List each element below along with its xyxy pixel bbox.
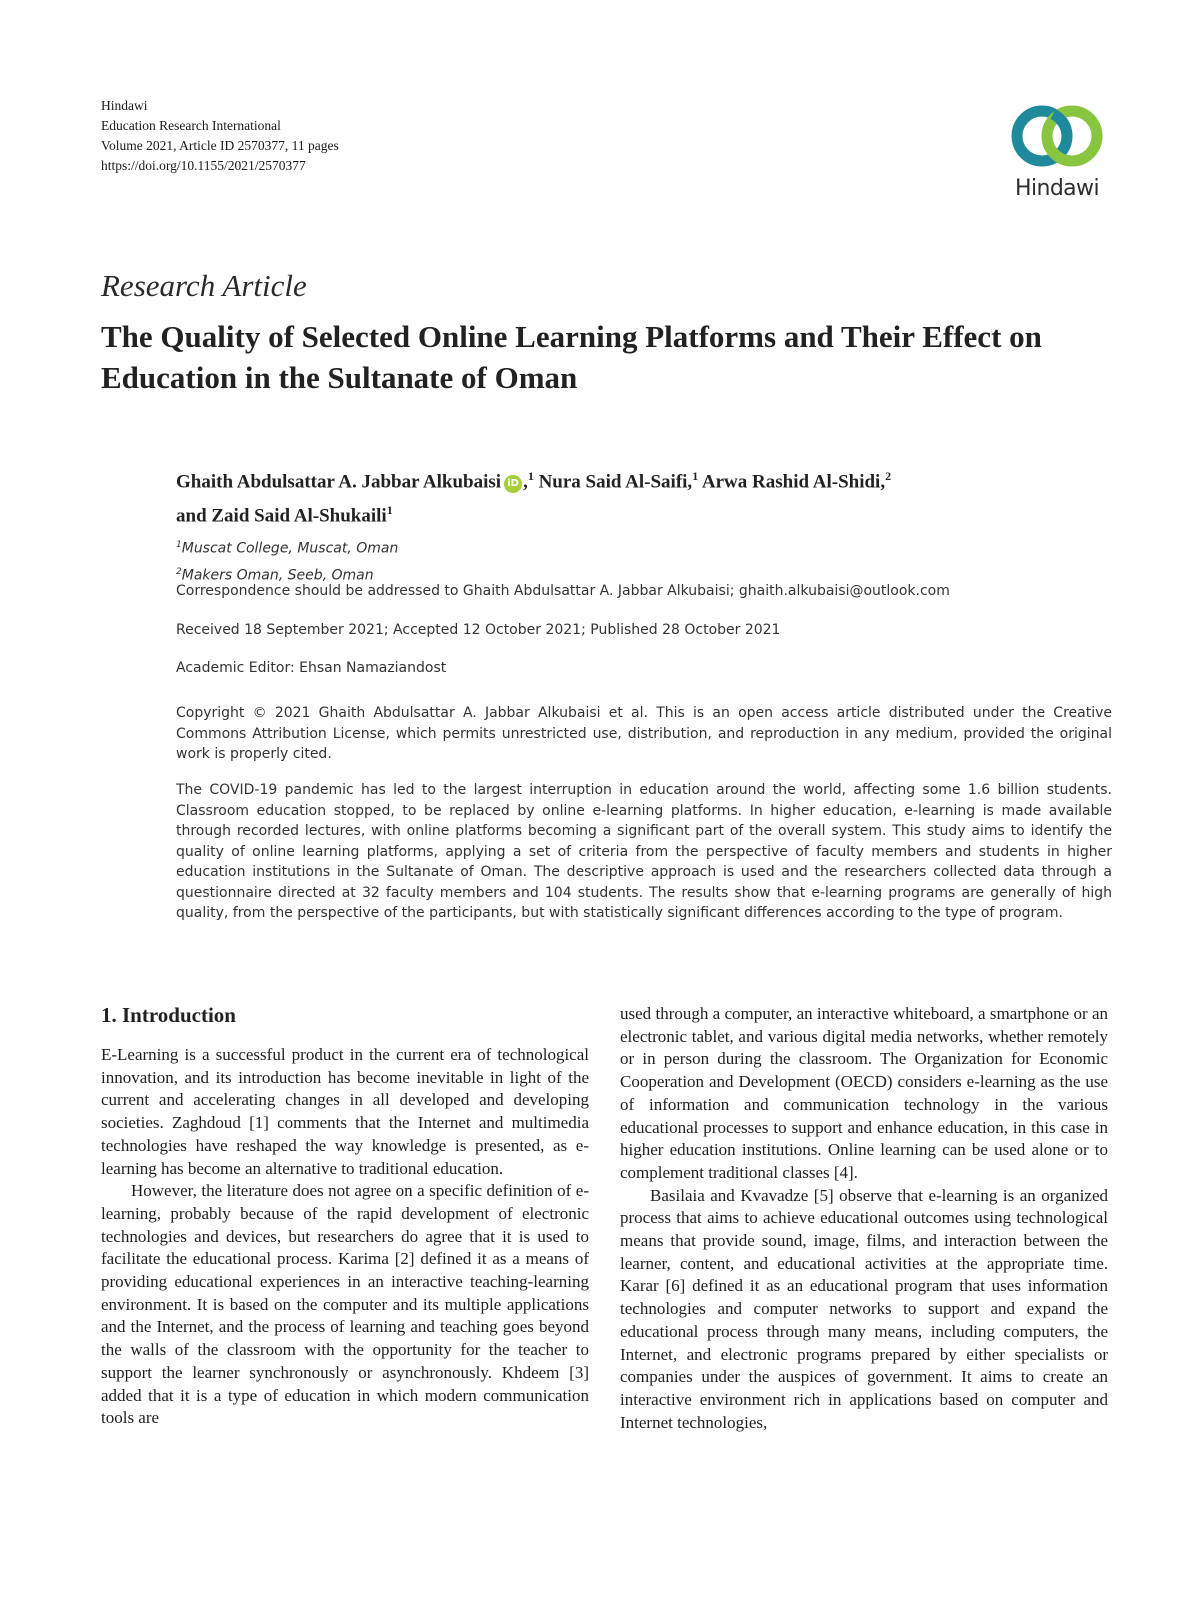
- affiliation-list: [176, 534, 398, 587]
- affiliation-item: $^1$Muscat College, Muscat, Oman: [176, 540, 399, 557]
- article-title: The Quality of Selected Online Learning Platforms and Their Effect on Education in the Sultanate of Oman: [101, 319, 1042, 395]
- journal-info: [101, 96, 339, 176]
- journal-name: Education Research International: [101, 118, 281, 133]
- abstract: The COVID-19 pandemic has led to the largest interruption in education around the world, affecting some 1.6 billion students. Classroom education stopped, to be replaced by online e-learning platforms. In higher education, e-learning is made available through recorded lectures, with online platforms becoming a significant part of the overall system. This study aims to identify the quality of online learning platforms, applying a set of criteria from the perspective of faculty members and students in higher education institutions in the Sultanate of Oman. The descriptive approach is used and the researchers collected data through a questionnaire directed at 32 faculty members and 104 students. The results show that e-learning programs are generally of high quality, from the perspective of the participants, but with statistically significant differences according to the type of program.: [176, 782, 1112, 921]
- hindawi-logo: [1004, 100, 1110, 204]
- affiliation-marker: 1: [527, 469, 534, 483]
- body-paragraph: E-Learning is a successful product in the current era of technological innovation, and its introduction has become inevitable in light of the current and accelerating changes in all developed and developing societies. Zaghdoud [1] comments that the Internet and multimedia technologies have reshaped the way knowledge is presented, as e-learning has become an alternative to traditional education.: [101, 1045, 589, 1178]
- publication-dates: Received 18 September 2021; Accepted 12 October 2021; Published 28 October 2021: [176, 622, 781, 638]
- body-paragraph: However, the literature does not agree on a specific definition of e-learning, probably because of the rapid development of electronic technologies and devices, but researchers do agree that it is used to facilitate the educational process. Karima [2] defined it as a means of providing educational experiences in an interactive teaching-learning environment. It is based on the computer and its multiple applications and the Internet, and the process of learning and teaching goes beyond the walls of the classroom with the opportunity for the teacher to support the learner synchronously or asynchronously. Khdeem [3] added that it is a type of education in which modern communication tools are: [101, 1181, 589, 1428]
- section-heading: 1. Introduction: [101, 1003, 236, 1027]
- author-name[interactable]: Arwa Rashid Al-Shidi,: [701, 471, 886, 493]
- logo-wordmark: Hindawi: [1015, 176, 1099, 201]
- author-name[interactable]: and Zaid Said Al-Shukaili: [176, 505, 387, 527]
- publisher-name: Hindawi: [101, 98, 148, 113]
- body-paragraph: Basilaia and Kvavadze [5] observe that e-learning is an organized process that aims to achieve educational outcomes using technological means that provide sound, image, films, and interaction between the learner, content, and educational activities at the appropriate time. Karar [6] defined it as an educational program that uses information technologies and computer networks to support and expand the educational process through many means, including computers, the Internet, and electronic programs prepared by either specialists or companies under the auspices of government. It aims to create an interactive environment rich in applications based on computer and Internet technologies,: [620, 1185, 1108, 1432]
- affiliation-marker: 1: [386, 503, 393, 518]
- doi-link[interactable]: https://doi.org/10.1155/2021/2570377: [101, 158, 306, 173]
- body-column-right: [620, 1003, 1108, 1434]
- author-name[interactable]: Nura Said Al-Saifi,: [538, 471, 693, 493]
- affiliation-marker: 2: [885, 469, 892, 483]
- body-paragraph: used through a computer, an interactive whiteboard, a smartphone or an electronic tablet, and various digital media networks, whether remotely or in person during the classroom. The Organization for Economic Cooperation and Development (OECD) considers e-learning as the use of information and communication technology in the various educational processes to support and enhance education, in this case in higher education institutions. Online learning can be used alone or to complement traditional classes [4].: [620, 1004, 1108, 1182]
- copyright-notice: Copyright © 2021 Ghaith Abdulsattar A. Jabbar Alkubaisi et al. This is an open access article distributed under the Creative Commons Attribution License, which permits unrestricted use, distribution, and reproduction in any medium, provided the original work is properly cited.: [176, 705, 1112, 762]
- article-type: Research Article: [101, 268, 307, 303]
- affiliation-item: $^2$Makers Oman, Seeb, Oman: [176, 566, 374, 584]
- hindawi-rings-icon: [1004, 100, 1110, 174]
- volume-line: Volume 2021, Article ID 2570377, 11 pages: [101, 138, 339, 153]
- academic-editor: Academic Editor: Ehsan Namaziandost: [176, 660, 447, 676]
- author-name[interactable]: Ghaith Abdulsattar A. Jabbar Alkubaisi: [176, 471, 502, 493]
- affiliation-marker: 1: [692, 469, 699, 483]
- author-list: Ghaith Abdulsattar A. Jabbar Alkubaisi iD ,$^1$ Nura Said Al-Saifi,$^1$ Arwa Rashid Al-Shidi,$^2$ and Zaid Said Al-Shukaili$^1$: [176, 469, 892, 527]
- orcid-icon[interactable]: iD: [504, 475, 522, 493]
- correspondence: Correspondence should be addressed to Ghaith Abdulsattar A. Jabbar Alkubaisi; ghaith.alkubaisi@outlook.com: [176, 583, 950, 599]
- body-column-left: [101, 1003, 589, 1430]
